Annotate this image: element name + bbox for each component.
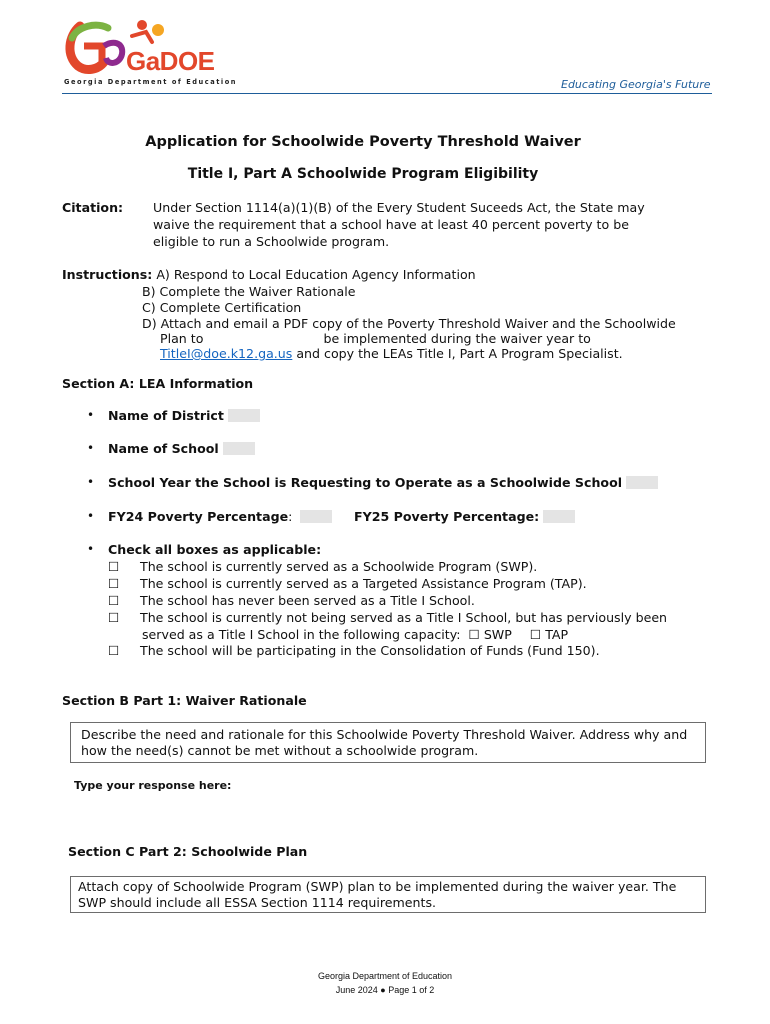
- fy25-input[interactable]: [543, 510, 575, 523]
- instructions-label: Instructions:: [62, 267, 153, 282]
- checkbox-previously-served[interactable]: ☐: [108, 610, 120, 625]
- schoolwide-plan-line-1: Attach copy of Schoolwide Program (SWP) plan to be implemented during the waiver year. The: [78, 879, 677, 894]
- footer-organization: Georgia Department of Education: [317, 971, 453, 981]
- checkbox-capacity-tap[interactable]: ☐: [529, 627, 542, 642]
- fy25-label: FY25 Poverty Percentage:: [354, 509, 540, 524]
- rationale-prompt-box: [70, 722, 706, 763]
- instruction-c: C) Complete Certification: [142, 300, 302, 315]
- logo-wordmark: GaDOE: [126, 46, 215, 76]
- checkbox-previously-served-label: The school is currently not being served as a Title I School, but has perviously been: [140, 610, 668, 625]
- school-label: Name of School: [108, 441, 219, 456]
- checkbox-never-served-label: The school has never been served as a Title I School.: [140, 593, 475, 608]
- fy24-label: FY24 Poverty Percentage: [108, 509, 289, 524]
- capacity-tap-label: TAP: [545, 627, 569, 642]
- instruction-d: D) Attach and email a PDF copy of the Poverty Threshold Waiver and the Schoolwide: [142, 316, 676, 331]
- logo-subtitle: Georgia Department of Education: [64, 78, 238, 86]
- checkbox-tap-label: The school is currently served as a Targeted Assistance Program (TAP).: [140, 576, 587, 591]
- checkbox-tap[interactable]: ☐: [108, 576, 120, 591]
- citation-line-3: eligible to run a Schoolwide program.: [153, 234, 390, 249]
- rationale-prompt-line-2: how the need(s) cannot be met without a schoolwide program.: [81, 743, 479, 758]
- instructions-line-a: [62, 267, 476, 283]
- bullet-marker: •: [87, 408, 95, 422]
- checkbox-consolidation-label: The school will be participating in the Consolidation of Funds (Fund 150).: [140, 643, 600, 658]
- checkbox-row-previously: [108, 610, 667, 626]
- school-year-input[interactable]: [626, 476, 658, 489]
- bullet-marker: •: [87, 542, 95, 556]
- school-year-field: [108, 475, 658, 491]
- response-label: Type your response here:: [74, 779, 232, 792]
- check-all-heading: Check all boxes as applicable:: [108, 542, 322, 557]
- previously-capacity-label: served as a Title I School in the following capacity:: [142, 627, 461, 642]
- instruction-b: B) Complete the Waiver Rationale: [142, 284, 356, 299]
- checkbox-consolidation[interactable]: ☐: [108, 643, 120, 658]
- section-b-heading: Section B Part 1: Waiver Rationale: [62, 693, 307, 708]
- schoolwide-plan-box: [70, 876, 706, 913]
- school-input[interactable]: [223, 442, 255, 455]
- response-input[interactable]: [74, 796, 706, 836]
- instruction-d-tail: and copy the LEAs Title I, Part A Program Specialist.: [296, 346, 623, 361]
- page-subtitle: Title I, Part A Schoolwide Program Eligibility: [187, 166, 539, 182]
- capacity-swp-label: SWP: [483, 627, 512, 642]
- checkbox-never-served[interactable]: ☐: [108, 593, 120, 608]
- plan-to-text: Plan to: [160, 331, 204, 346]
- tagline: Educating Georgia's Future: [561, 78, 711, 91]
- instruction-a: A) Respond to Local Education Agency Information: [156, 267, 476, 282]
- school-year-label: School Year the School is Requesting to Operate as a Schoolwide School: [108, 475, 623, 490]
- citation-line-2: waive the requirement that a school have at least 40 percent poverty to be: [153, 217, 629, 232]
- fy24-colon: :: [288, 509, 293, 524]
- district-field: [108, 408, 260, 424]
- bullet-marker: •: [87, 441, 95, 455]
- checkbox-capacity-swp[interactable]: ☐: [468, 627, 480, 642]
- district-label: Name of District: [108, 408, 224, 423]
- fy25-field: [354, 509, 575, 525]
- fy24-field: [108, 509, 332, 525]
- rationale-prompt-line-1: Describe the need and rationale for this Schoolwide Poverty Threshold Waiver. Address why and: [81, 727, 688, 742]
- checkbox-row-tap: [108, 576, 587, 592]
- checkbox-swp[interactable]: ☐: [108, 559, 120, 574]
- page-title: Application for Schoolwide Poverty Threshold Waiver: [145, 134, 581, 150]
- checkbox-swp-label: The school is currently served as a Schoolwide Program (SWP).: [140, 559, 538, 574]
- school-field: [108, 441, 255, 457]
- instruction-d-line3: [160, 346, 623, 362]
- section-c-heading: Section C Part 2: Schoolwide Plan: [68, 844, 308, 859]
- checkbox-row-swp: [108, 559, 537, 575]
- bullet-marker: •: [87, 509, 95, 523]
- previously-capacity-row: [142, 627, 568, 643]
- implemented-text: be implemented during the waiver year to: [323, 331, 591, 346]
- citation-label: Citation:: [62, 200, 124, 215]
- citation-line-1: Under Section 1114(a)(1)(B) of the Every Student Suceeds Act, the State may: [153, 200, 645, 215]
- schoolwide-plan-line-2: SWP should include all ESSA Section 1114 requirements.: [78, 895, 437, 910]
- section-a-heading: Section A: LEA Information: [62, 376, 254, 391]
- fy24-input[interactable]: [300, 510, 332, 523]
- bullet-marker: •: [87, 475, 95, 489]
- district-input[interactable]: [228, 409, 260, 422]
- footer-page-info: June 2024 ● Page 1 of 2: [335, 985, 435, 995]
- checkbox-row-consolidation: [108, 643, 600, 659]
- checkbox-row-never: [108, 593, 475, 609]
- header-divider: [62, 93, 712, 94]
- email-link[interactable]: TitleI@doe.k12.ga.us: [160, 346, 293, 361]
- instruction-d-line2: [160, 331, 591, 347]
